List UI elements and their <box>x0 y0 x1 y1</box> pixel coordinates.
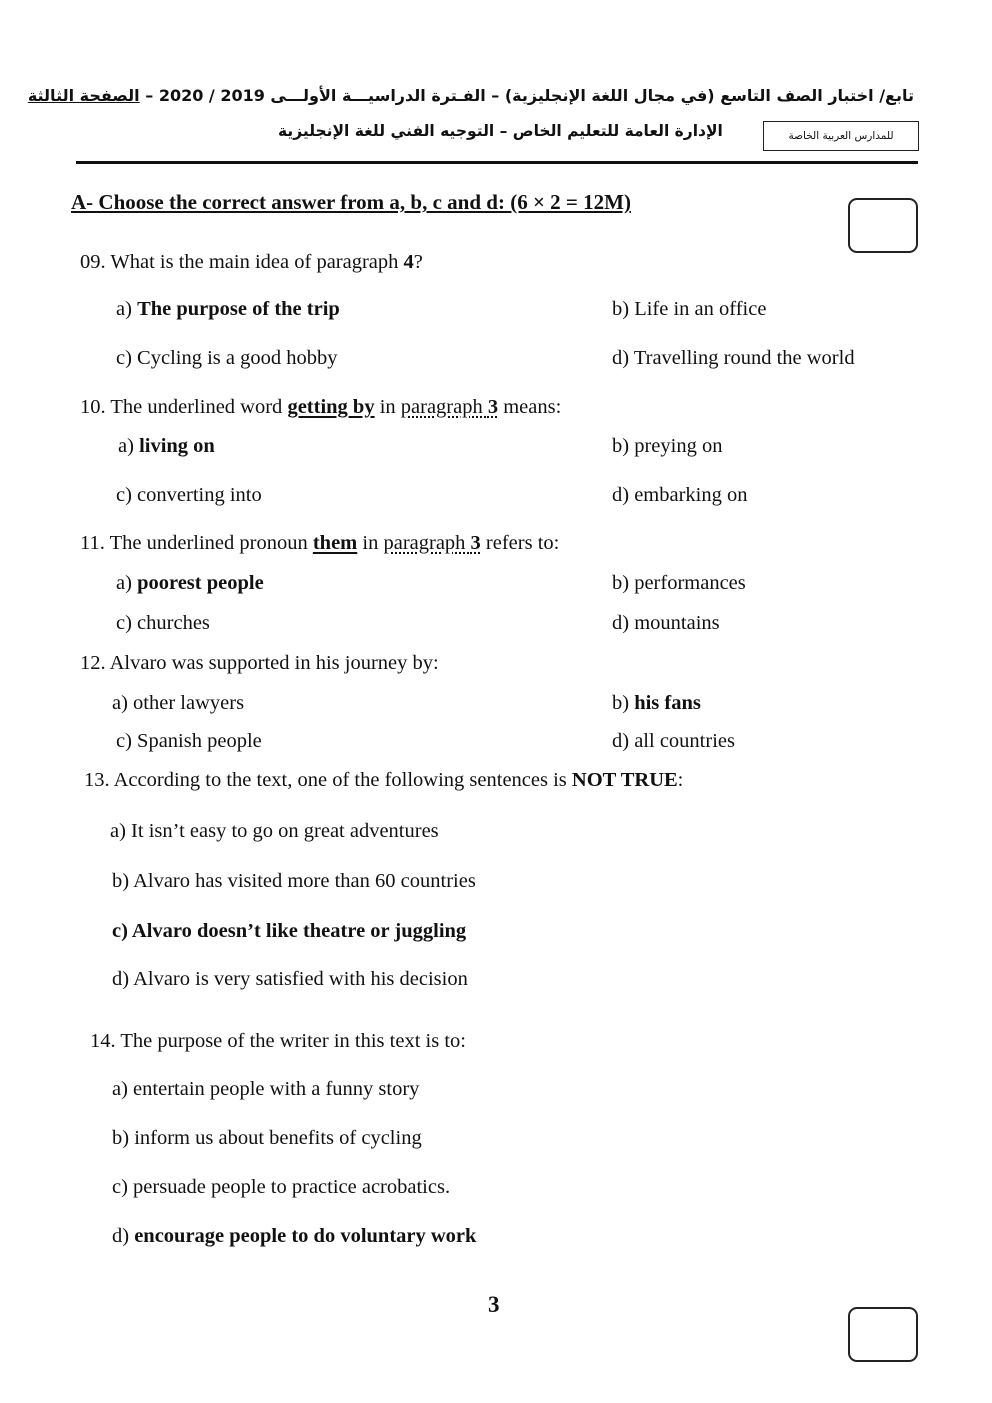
q13-option-b[interactable]: b) Alvaro has visited more than 60 countries <box>112 870 476 892</box>
q09-option-c[interactable]: c) Cycling is a good hobby <box>116 347 338 369</box>
q10-option-a[interactable]: a) living on <box>118 435 215 457</box>
question-13: 13. According to the text, one of the following sentences is NOT TRUE: <box>84 769 684 791</box>
question-12: 12. Alvaro was supported in his journey by: <box>80 652 439 674</box>
q14-option-a[interactable]: a) entertain people with a funny story <box>112 1078 420 1100</box>
question-11: 11. The underlined pronoun them in paragraph 3 refers to: <box>80 532 560 554</box>
q11-option-c[interactable]: c) churches <box>116 612 210 634</box>
header-subtitle: الإدارة العامة للتعليم الخاص – التوجيه الفني للغة الإنجليزية <box>278 122 723 140</box>
q12-option-c[interactable]: c) Spanish people <box>116 730 262 752</box>
question-10: 10. The underlined word getting by in paragraph 3 means: <box>80 396 562 418</box>
q10-option-b[interactable]: b) preying on <box>612 435 723 457</box>
section-title: A- Choose the correct answer from a, b, c and d: (6 × 2 = 12M) <box>71 190 631 214</box>
q12-option-a[interactable]: a) other lawyers <box>112 692 245 714</box>
page-score-box[interactable] <box>848 1307 918 1362</box>
q12-option-b[interactable]: b) his fans <box>612 692 701 714</box>
q13-option-a[interactable]: a) It isn’t easy to go on great adventures <box>110 820 439 842</box>
q09-option-b[interactable]: b) Life in an office <box>612 298 767 320</box>
header-divider <box>76 161 918 164</box>
q11-option-a[interactable]: a) poorest people <box>116 572 264 594</box>
question-14: 14. The purpose of the writer in this text is to: <box>90 1030 466 1052</box>
header-title: تابع/ اختبار الصف التاسع (في مجال اللغة الإنجليزية) – الفـترة الدراسيـــة الأولـــى 2019 / 2020 – الصفحة الثالثة <box>27 86 914 105</box>
q12-option-d[interactable]: d) all countries <box>612 730 735 752</box>
score-box[interactable] <box>848 198 918 253</box>
page-number: 3 <box>488 1292 500 1317</box>
q09-option-d[interactable]: d) Travelling round the world <box>612 347 855 369</box>
question-09: 09. What is the main idea of paragraph 4? <box>80 251 423 273</box>
q10-option-c[interactable]: c) converting into <box>116 484 262 506</box>
q11-option-d[interactable]: d) mountains <box>612 612 720 634</box>
q09-option-a[interactable]: a) The purpose of the trip <box>116 298 340 320</box>
header-page-label: الصفحة الثالثة <box>27 86 140 105</box>
q11-option-b[interactable]: b) performances <box>612 572 746 594</box>
school-type-tag: للمدارس العربية الخاصة <box>763 121 919 151</box>
q13-option-c[interactable]: c) Alvaro doesn’t like theatre or juggling <box>112 920 467 942</box>
q14-option-d[interactable]: d) encourage people to do voluntary work <box>112 1225 477 1247</box>
q14-option-b[interactable]: b) inform us about benefits of cycling <box>112 1127 422 1149</box>
q10-option-d[interactable]: d) embarking on <box>612 484 748 506</box>
q13-option-d[interactable]: d) Alvaro is very satisfied with his decision <box>112 968 468 990</box>
q14-option-c[interactable]: c) persuade people to practice acrobatics. <box>112 1176 451 1198</box>
